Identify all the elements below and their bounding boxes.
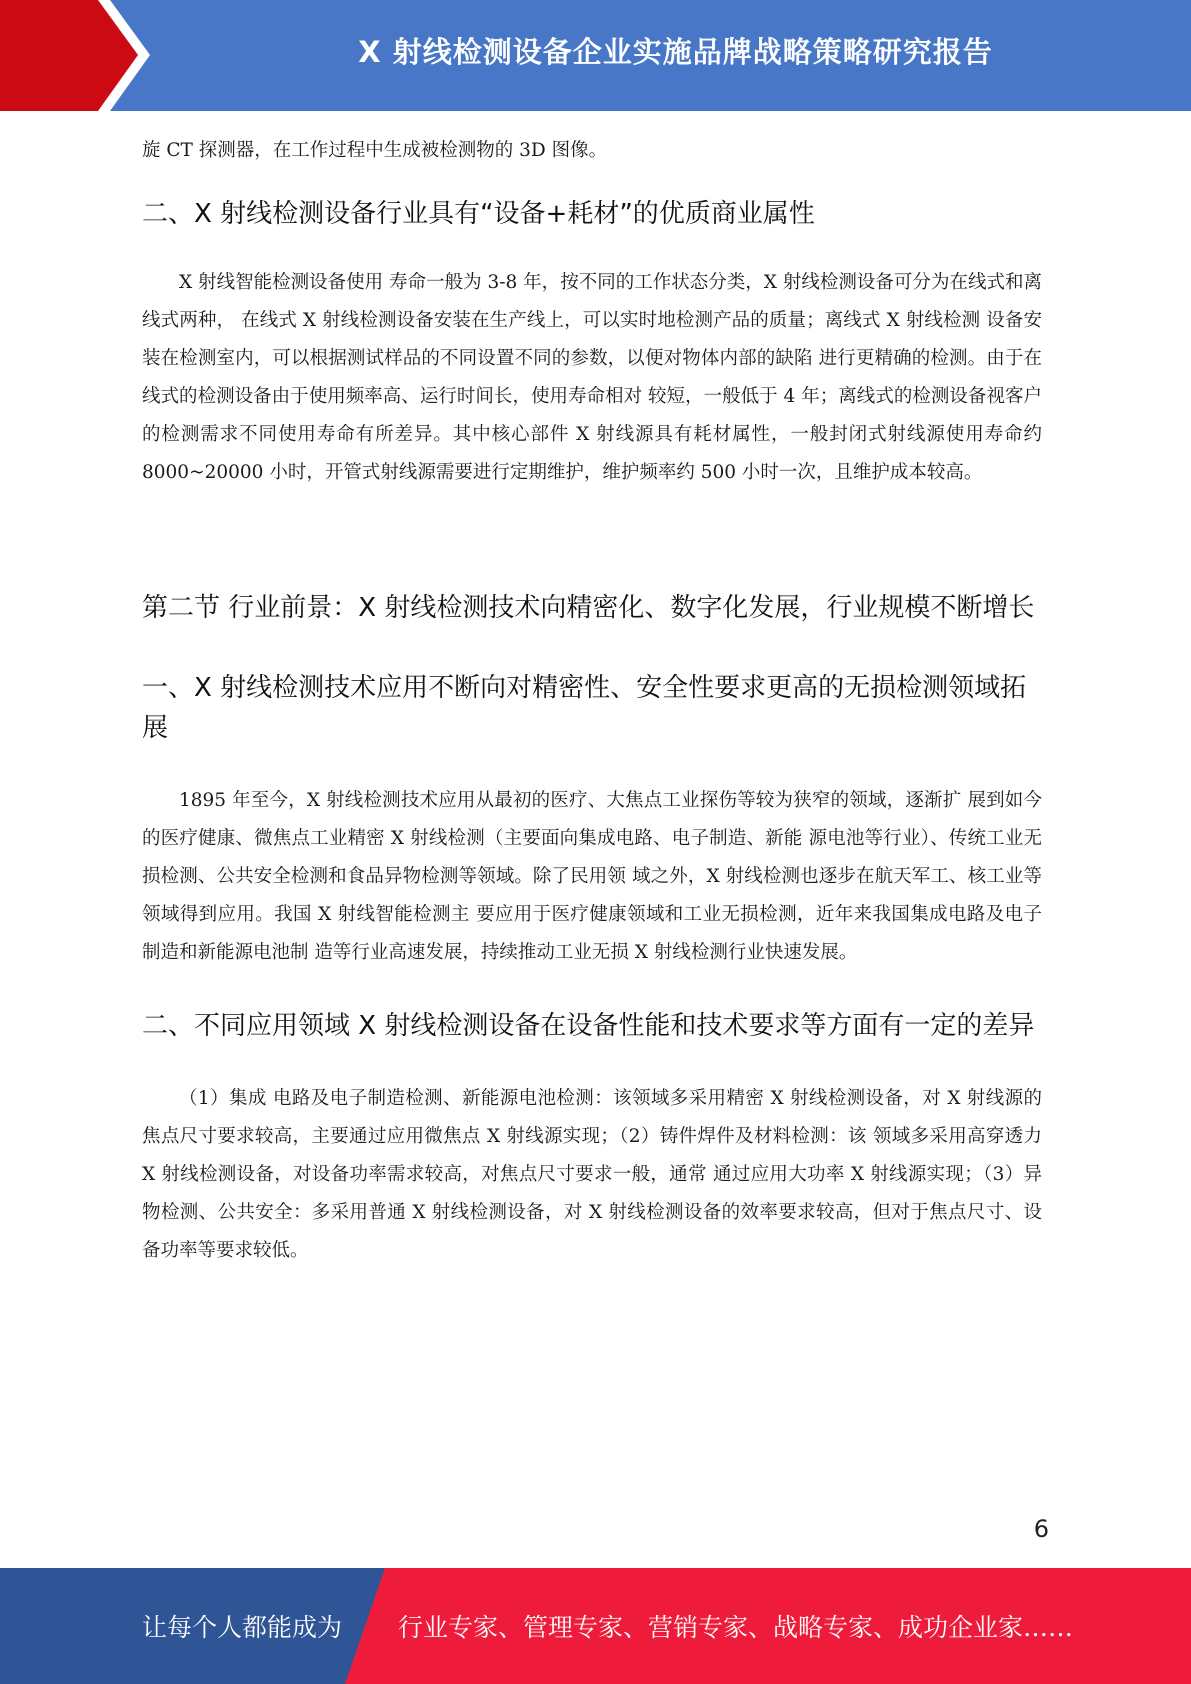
header-title: X 射线检测设备企业实施品牌战略策略研究报告 — [358, 34, 993, 69]
footer-slogan-right: 行业专家、管理专家、营销专家、战略专家、成功企业家…… — [398, 1613, 1074, 1642]
paragraph-differences: （1）集成 电路及电子制造检测、新能源电池检测：该领域多采用精密 X 射线检测设备，对 X 射线源的焦点尺寸要求较高，主要通过应用微焦点 X 射线源实现；（2）铸件焊件及材料检测：该 领域多采用高穿透力 X 射线检测设备，对设备功率需求较高，对焦点尺寸要求一般，通常 通过应用大功率 X 射线源实现；（3）异物检测、公共安全：多采用普通 X 射线检测设备，对 X 射线检测设备的效率要求较高，但对于焦点尺寸、设备功率等要求较低。 — [142, 1088, 1042, 1261]
heading-section-2: 第二节 行业前景：X 射线检测技术向精密化、数字化发展，行业规模不断增长 — [142, 593, 1035, 623]
footer-slogan-left: 让每个人都能成为 — [142, 1613, 343, 1642]
paragraph-expansion: 1895 年至今，X 射线检测技术应用从最初的医疗、大焦点工业探伤等较为狭窄的领域，逐渐扩 展到如今的医疗健康、微焦点工业精密 X 射线检测（主要面向集成电路、电子制造、新能 源电池等行业）、传统工业无损检测、公共安全检测和食品异物检测等领域。除了民用领 域之外，X 射线检测也逐步在航天军工、核工业等领域得到应用。我国 X 射线智能检测主 要应用于医疗健康领域和工业无损检测，近年来我国集成电路及电子制造和新能源电池制 造等行业高速发展，持续推动工业无损 X 射线检测行业快速发展。 — [142, 790, 1042, 963]
intro-paragraph: 旋 CT 探测器，在工作过程中生成被检测物的 3D 图像。 — [142, 140, 608, 161]
page-footer — [0, 1568, 1191, 1684]
page-header — [0, 0, 1191, 111]
heading-differences: 二、不同应用领域 X 射线检测设备在设备性能和技术要求等方面有一定的差异 — [142, 1011, 1035, 1041]
page-content — [142, 132, 1042, 1270]
page-number: 6 — [1033, 1515, 1049, 1543]
heading-expansion: 一、X 射线检测技术应用不断向对精密性、安全性要求更高的无损检测领域拓展 — [142, 673, 1027, 743]
heading-business-attributes: 二、X 射线检测设备行业具有“设备+耗材”的优质商业属性 — [142, 199, 815, 229]
paragraph-business-attributes: X 射线智能检测设备使用 寿命一般为 3-8 年，按不同的工作状态分类，X 射线检测设备可分为在线式和离线式两种， 在线式 X 射线检测设备安装在生产线上，可以实时地检测产品的质量；离线式 X 射线检测 设备安装在检测室内，可以根据测试样品的不同设置不同的参数，以便对物体内部的缺陷 进行更精确的检测。由于在线式的检测设备由于使用频率高、运行时间长，使用寿命相对 较短，一般低于 4 年；离线式的检测设备视客户的检测需求不同使用寿命有所差异。其中核心部件 X 射线源具有耗材属性，一般封闭式射线源使用寿命约 8000~20000 小时，开管式射线源需要进行定期维护，维护频率约 500 小时一次，且维护成本较高。 — [142, 272, 1042, 483]
